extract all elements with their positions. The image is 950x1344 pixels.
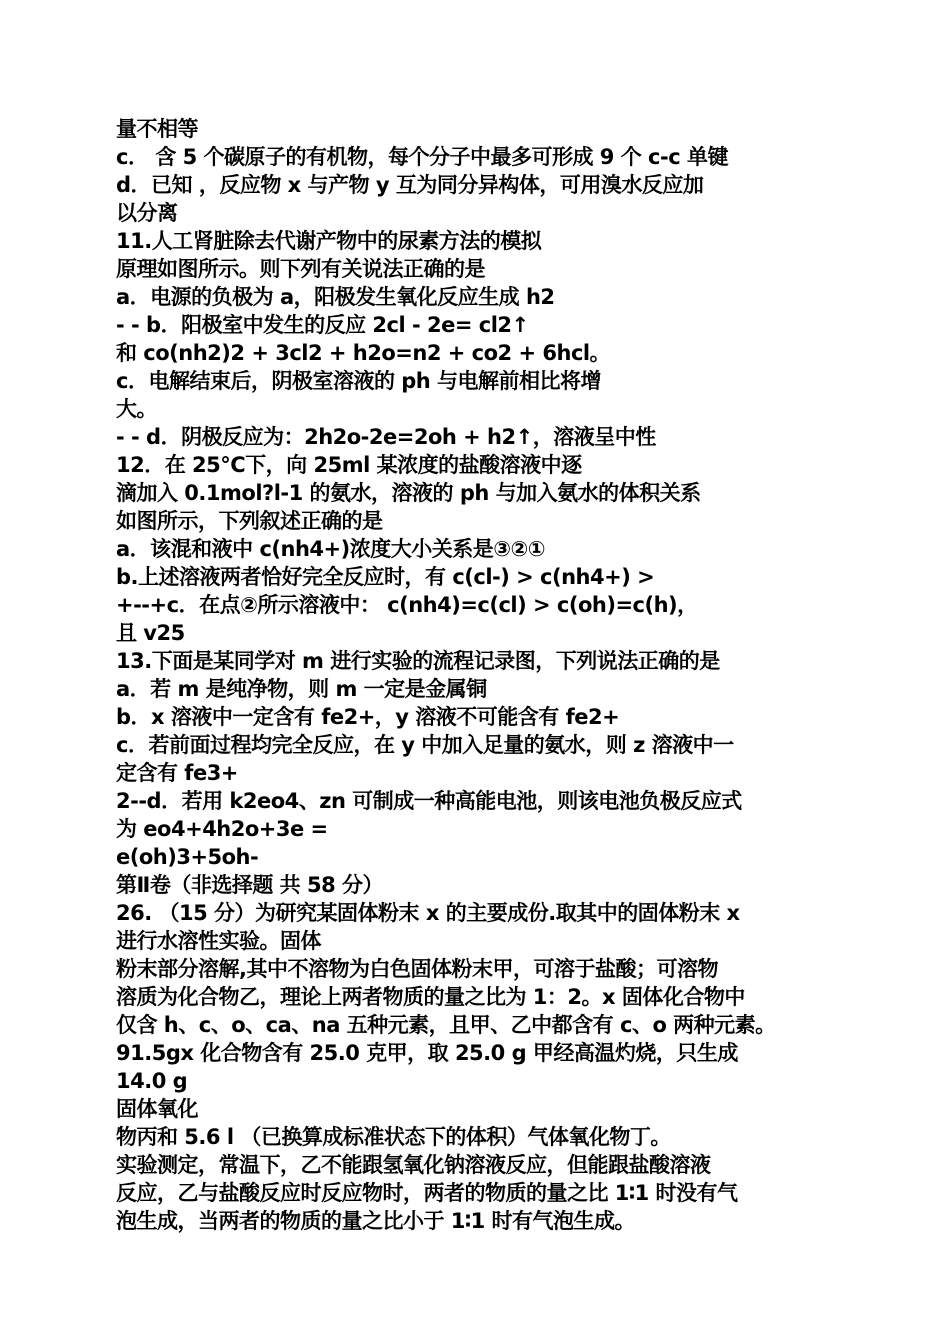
text-line: 固体氧化 <box>116 1097 198 1121</box>
text-line: 13.下面是某同学对 m 进行实验的流程记录图，下列说法正确的是 <box>116 649 720 673</box>
text-line: c．若前面过程均完全反应，在 y 中加入足量的氨水，则 z 溶液中一 <box>116 733 734 757</box>
text-line: 滴加入 0.1mol?l-1 的氨水，溶液的 ph 与加入氨水的体积关系 <box>116 481 701 505</box>
text-line: 为 eo4+4h2o+3e = <box>116 817 328 841</box>
text-line: 且 v25 <box>116 621 185 645</box>
text-line: 91.5gx 化合物含有 25.0 克甲，取 25.0 g 甲经高温灼烧，只生成 <box>116 1041 738 1065</box>
text-line: b．x 溶液中一定含有 fe2+，y 溶液不可能含有 fe2+ <box>116 705 620 729</box>
text-line: 14.0 g <box>116 1069 188 1093</box>
text-line: 26. （15 分）为研究某固体粉末 x 的主要成份.取其中的固体粉末 x <box>116 901 740 925</box>
text-line: c． 含 5 个碳原子的有机物，每个分子中最多可形成 9 个 c-c 单键 <box>116 145 728 169</box>
text-line: +--+c．在点②所示溶液中： c(nh4)=c(cl) > c(oh)=c(h)， <box>116 593 698 617</box>
text-line: 和 co(nh2)2 + 3cl2 + h2o=n2 + co2 + 6hcl。 <box>116 341 611 365</box>
text-line: 大。 <box>116 397 157 421</box>
text-line: a．电源的负极为 a，阳极发生氧化反应生成 h2 <box>116 285 555 309</box>
text-line: 11.人工肾脏除去代谢产物中的尿素方法的模拟 <box>116 229 542 253</box>
text-line: 量不相等 <box>116 117 198 141</box>
text-line: 粉末部分溶解,其中不溶物为白色固体粉末甲，可溶于盐酸；可溶物 <box>116 957 718 981</box>
text-line: 溶质为化合物乙，理论上两者物质的量之比为 1：2。x 固体化合物中 <box>116 985 745 1009</box>
text-line: 进行水溶性实验。固体 <box>116 929 321 953</box>
text-line: a．该混和液中 c(nh4+)浓度大小关系是③②① <box>116 537 546 561</box>
text-line: c．电解结束后，阴极室溶液的 ph 与电解前相比将增 <box>116 369 602 393</box>
text-line: 仅含 h、c、o、ca、na 五种元素，且甲、乙中都含有 c、o 两种元素。 <box>116 1013 776 1037</box>
text-line: 定含有 fe3+ <box>116 761 238 785</box>
text-line: 原理如图所示。则下列有关说法正确的是 <box>116 257 485 281</box>
section-heading: 第Ⅱ卷（非选择题 共 58 分） <box>116 873 383 897</box>
text-line: - - b．阳极室中发生的反应 2cl - 2e= cl2↑ <box>116 313 529 337</box>
text-line: 反应，乙与盐酸反应时反应物时，两者的物质的量之比 1∶1 时没有气 <box>116 1181 738 1205</box>
text-line: 以分离 <box>116 201 178 225</box>
text-line: a．若 m 是纯净物，则 m 一定是金属铜 <box>116 677 487 701</box>
text-line: 泡生成，当两者的物质的量之比小于 1∶1 时有气泡生成。 <box>116 1209 636 1233</box>
text-line: 如图所示，下列叙述正确的是 <box>116 509 383 533</box>
text-line: - - d．阴极反应为：2h2o-2e=2oh + h2↑，溶液呈中性 <box>116 425 656 449</box>
text-line: 12．在 25°C下，向 25ml 某浓度的盐酸溶液中逐 <box>116 453 582 477</box>
text-line: e(oh)3+5oh- <box>116 845 259 869</box>
text-line: 物丙和 5.6 l （已换算成标准状态下的体积）气体氧化物丁。 <box>116 1125 671 1149</box>
text-line: d．已知 ，反应物 x 与产物 y 互为同分异构体，可用溴水反应加 <box>116 173 704 197</box>
text-line: b.上述溶液两者恰好完全反应时，有 c(cl-) > c(nh4+) > <box>116 565 655 589</box>
text-line: 2--d．若用 k2eo4、zn 可制成一种高能电池，则该电池负极反应式 <box>116 789 742 813</box>
text-line: 实验测定，常温下，乙不能跟氢氧化钠溶液反应，但能跟盐酸溶液 <box>116 1153 711 1177</box>
